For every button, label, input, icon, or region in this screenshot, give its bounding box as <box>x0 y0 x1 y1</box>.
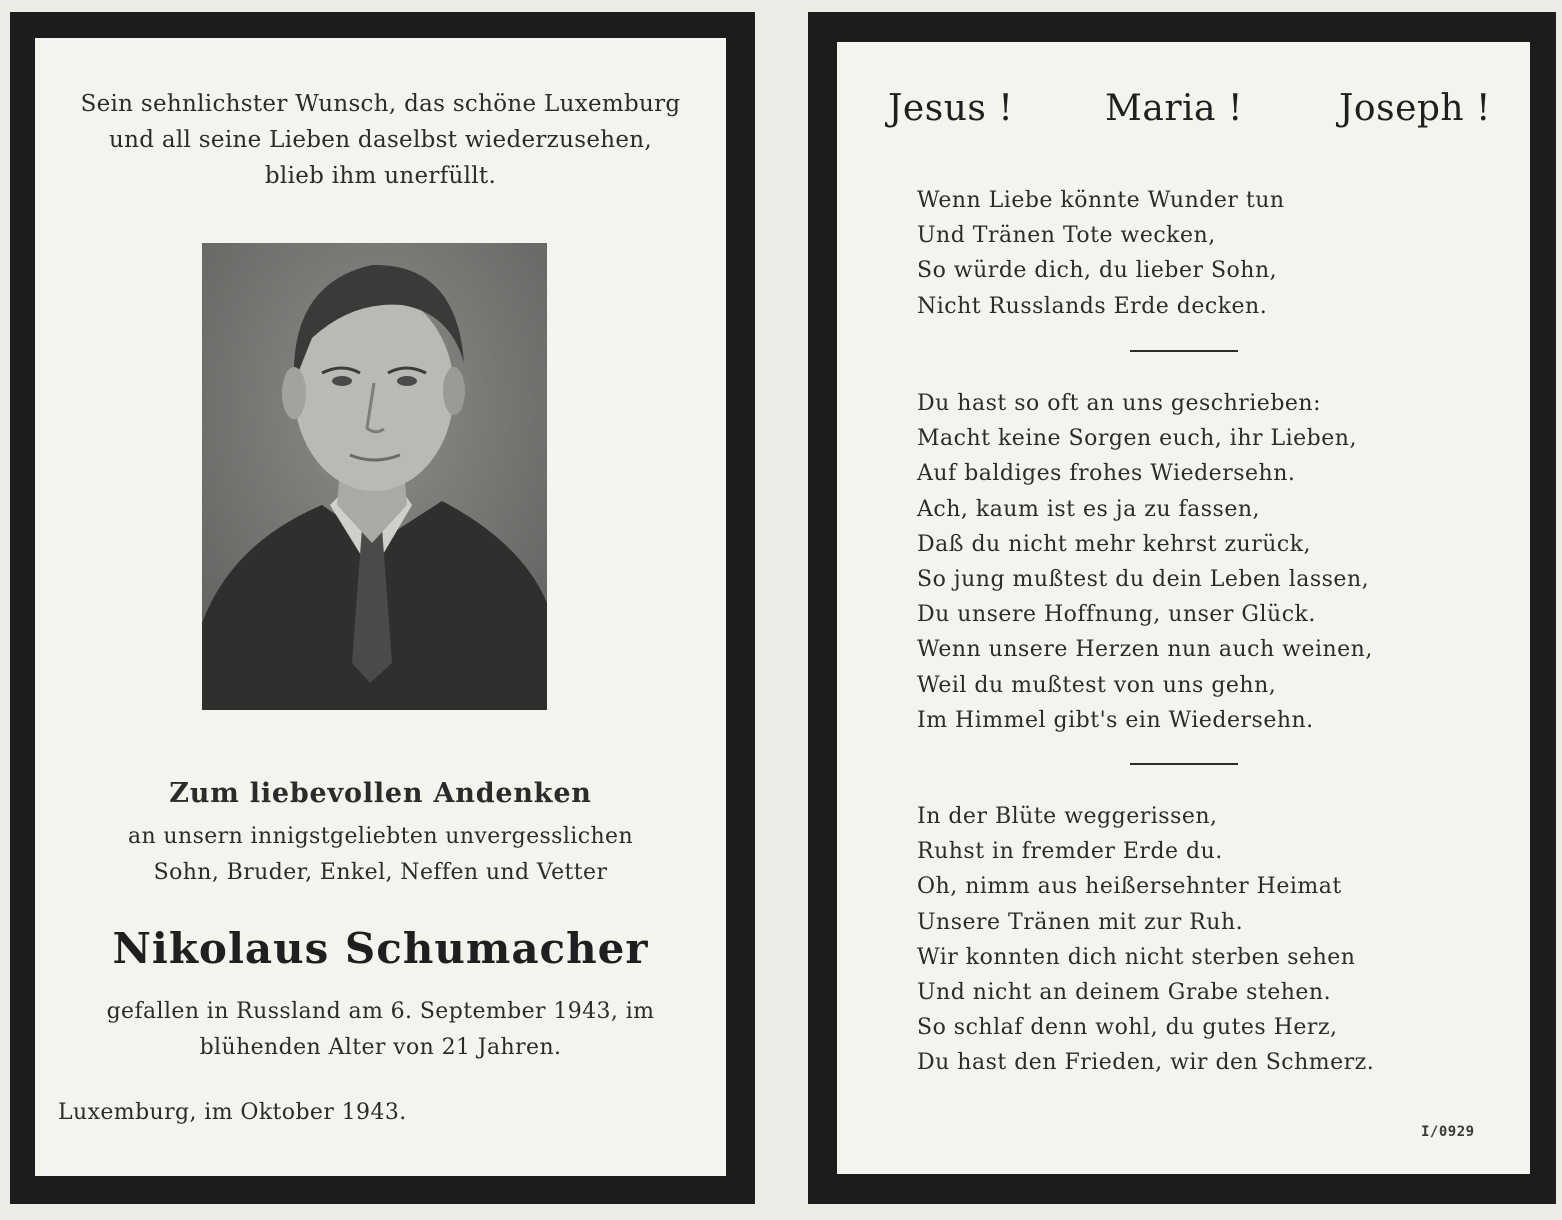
poem-stanza-3 <box>917 799 1374 1081</box>
intro-text <box>55 86 706 194</box>
poem-line: Macht keine Sorgen euch, ihr Lieben, <box>917 426 1357 452</box>
poem-line: So würde dich, du lieber Sohn, <box>917 258 1278 284</box>
poem-line: Im Himmel gibt's ein Wiedersehn. <box>917 707 1314 733</box>
poem-line: Wir konnten dich nicht sterben sehen <box>917 944 1356 970</box>
intro-line: blieb ihm unerfüllt. <box>264 163 497 189</box>
printer-code: I/0929 <box>1421 1124 1475 1140</box>
memorial-card-right <box>808 12 1556 1204</box>
poem-line: So schlaf denn wohl, du gutes Herz, <box>917 1015 1338 1041</box>
poem-line: Und Tränen Tote wecken, <box>917 223 1216 249</box>
poem-line: Und nicht an deinem Grabe stehen. <box>917 980 1332 1006</box>
poem-line: Du hast so oft an uns geschrieben: <box>917 391 1321 416</box>
stanza-divider <box>1130 763 1238 765</box>
memorial-heading: Zum liebevollen Andenken <box>169 778 592 809</box>
dedication-line: an unsern innigstgeliebten unvergesslichen <box>127 824 634 849</box>
poem-line: Daß du nicht mehr kehrst zurück, <box>917 531 1312 557</box>
poem-stanza-2 <box>917 386 1373 738</box>
poem-line: Ach, kaum ist es ja zu fassen, <box>917 496 1261 522</box>
place-and-date: Luxemburg, im Oktober 1943. <box>58 1100 407 1125</box>
dedication-text <box>55 819 706 891</box>
poem-line: So jung mußtest du dein Leben lassen, <box>917 567 1370 593</box>
portrait-photo <box>202 243 547 710</box>
poem-line: Du hast den Frieden, wir den Schmerz. <box>917 1050 1375 1076</box>
poem-line: Nicht Russlands Erde decken. <box>917 293 1268 319</box>
death-details-line: gefallen in Russland am 6. September 1943, im <box>106 999 655 1024</box>
dedication-line: Sohn, Bruder, Enkel, Neffen und Vetter <box>153 860 608 885</box>
poem-line: Weil du mußtest von uns gehn, <box>917 672 1277 698</box>
card-paper-left <box>35 38 726 1176</box>
memorial-card-left <box>10 12 755 1204</box>
holy-name-jesus: Jesus ! <box>888 88 1014 129</box>
deceased-name: Nikolaus Schumacher <box>112 924 649 973</box>
intro-line: und all seine Lieben daselbst wiederzusehen, <box>109 127 652 153</box>
poem-line: Ruhst in fremder Erde du. <box>917 839 1223 865</box>
poem-stanza-1 <box>917 183 1285 324</box>
poem-line: In der Blüte weggerissen, <box>917 804 1218 829</box>
death-details <box>55 994 706 1066</box>
poem-line: Du unsere Hoffnung, unser Glück. <box>917 602 1316 628</box>
poem-line: Unsere Tränen mit zur Ruh. <box>917 909 1244 935</box>
poem-line: Auf baldiges frohes Wiedersehn. <box>917 461 1296 487</box>
death-details-line: blühenden Alter von 21 Jahren. <box>199 1035 562 1060</box>
card-paper-right <box>837 42 1530 1174</box>
poem-line: Wenn Liebe könnte Wunder tun <box>917 188 1285 213</box>
poem-line: Oh, nimm aus heißersehnter Heimat <box>917 874 1342 900</box>
holy-name-maria: Maria ! <box>1105 88 1243 129</box>
stanza-divider <box>1130 350 1238 352</box>
portrait-image <box>202 243 547 710</box>
intro-line: Sein sehnlichster Wunsch, das schöne Luxemburg <box>80 91 681 117</box>
poem-line: Wenn unsere Herzen nun auch weinen, <box>917 637 1373 663</box>
holy-name-joseph: Joseph ! <box>1339 88 1492 129</box>
